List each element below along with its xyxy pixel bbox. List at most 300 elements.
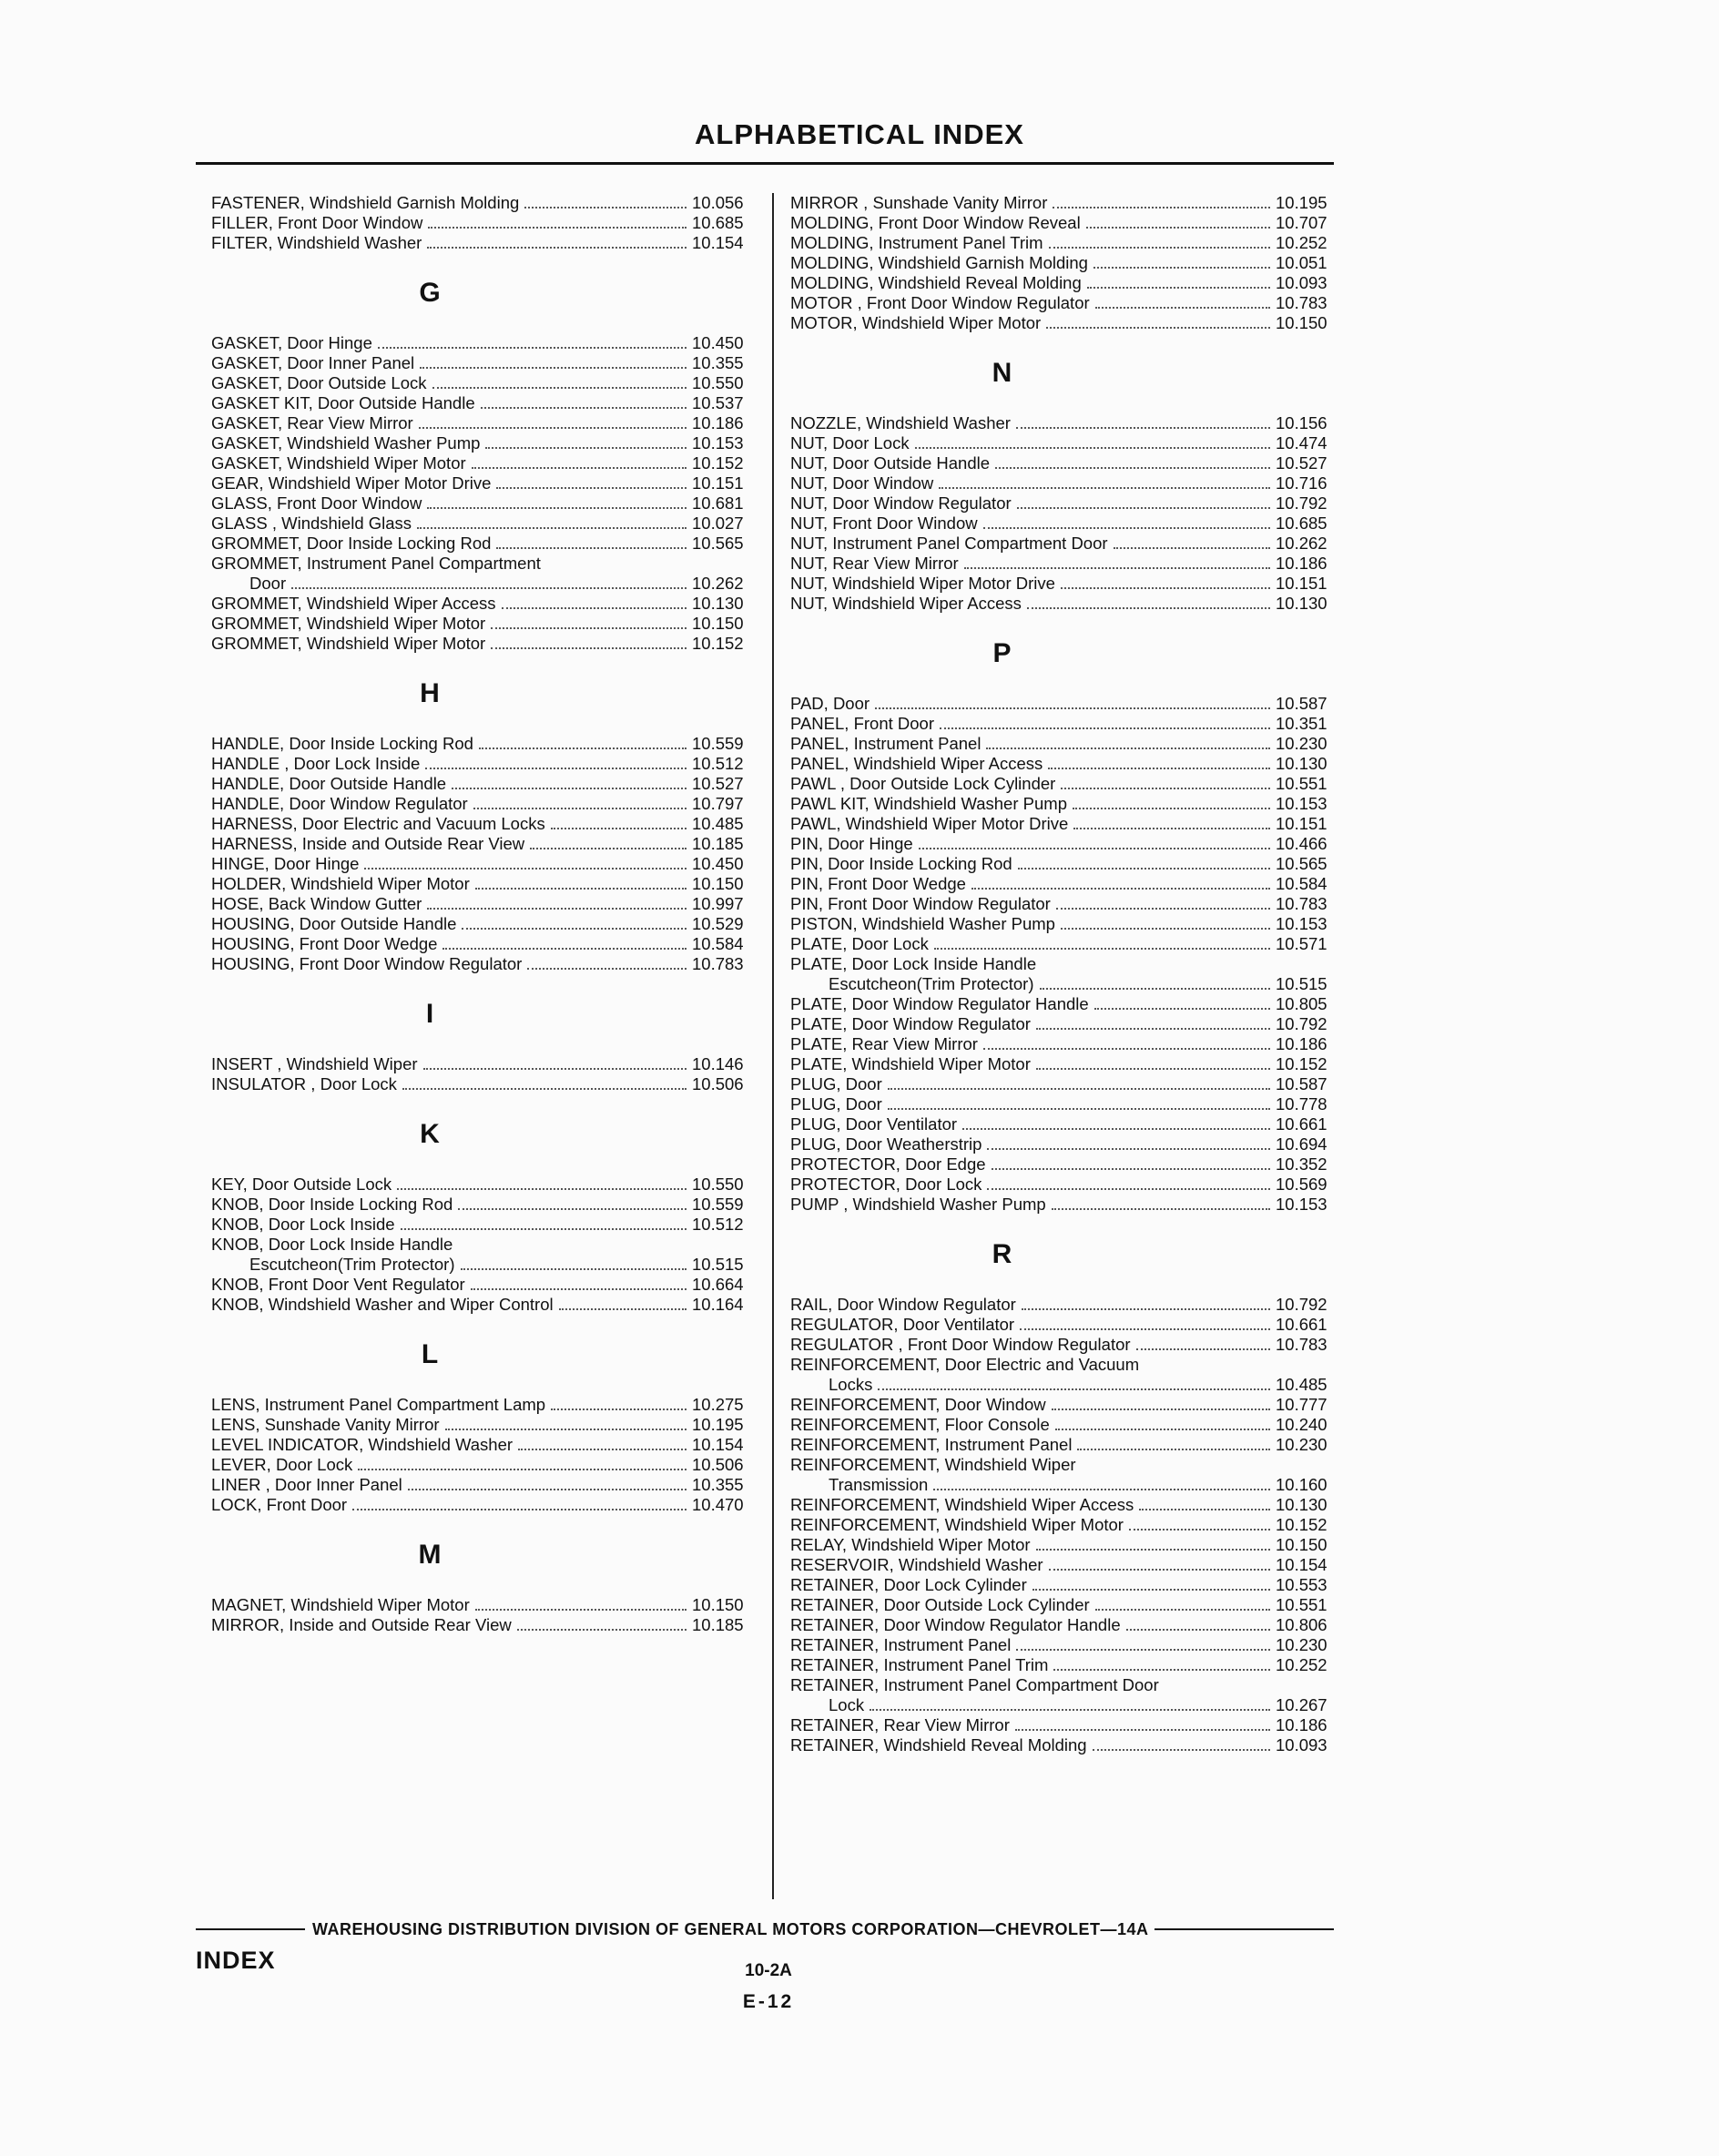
- dot-leader: [427, 247, 687, 249]
- entry-reference: 10.146: [692, 1054, 744, 1073]
- entry-term: PLATE, Door Window Regulator: [790, 1014, 1031, 1033]
- entry-reference: 10.792: [1276, 493, 1327, 513]
- index-entry: [211, 213, 758, 233]
- entry-reference: 10.551: [1276, 1595, 1327, 1614]
- entry-reference: 10.515: [692, 1255, 744, 1274]
- entry-reference: 10.681: [692, 493, 744, 513]
- dot-leader: [1052, 1409, 1270, 1410]
- index-entry: [790, 1415, 1341, 1435]
- entry-reference: 10.559: [692, 1195, 744, 1214]
- dot-leader: [291, 587, 687, 589]
- index-entry: [790, 774, 1341, 794]
- index-entry: [790, 473, 1341, 493]
- dot-leader: [1049, 1569, 1270, 1571]
- index-entry: [790, 1175, 1341, 1195]
- entry-term: PROTECTOR, Door Edge: [790, 1154, 986, 1174]
- entry-reference: 10.661: [1276, 1114, 1327, 1134]
- index-entry: [790, 1735, 1341, 1755]
- entry-term: RELAY, Windshield Wiper Motor: [790, 1535, 1031, 1554]
- dot-leader: [425, 768, 687, 769]
- dot-leader: [1056, 908, 1270, 910]
- entry-term: PLUG, Door: [790, 1074, 882, 1093]
- entry-reference: 10.151: [1276, 574, 1327, 593]
- dot-leader: [420, 367, 687, 369]
- index-entry: [790, 213, 1341, 233]
- entry-term: NUT, Door Lock: [790, 433, 910, 453]
- entry-reference: 10.569: [1276, 1175, 1327, 1194]
- index-entry: [790, 1615, 1341, 1635]
- index-entry: [790, 794, 1341, 814]
- dot-leader: [1095, 307, 1270, 309]
- entry-term: HOUSING, Front Door Wedge: [211, 934, 438, 953]
- dot-leader: [452, 788, 687, 789]
- entry-reference: 10.584: [1276, 874, 1327, 893]
- index-entry: [211, 1415, 758, 1435]
- dot-leader: [397, 1188, 687, 1190]
- entry-term: REINFORCEMENT, Windshield Wiper Motor: [790, 1515, 1124, 1534]
- dot-leader: [475, 888, 687, 890]
- entry-term: PROTECTOR, Door Lock: [790, 1175, 982, 1194]
- entry-term: MOLDING, Windshield Garnish Molding: [790, 253, 1088, 272]
- dot-leader: [461, 1268, 687, 1270]
- entry-term: MOTOR, Windshield Wiper Motor: [790, 313, 1042, 332]
- entry-reference: 10.550: [692, 1175, 744, 1194]
- entry-term: REINFORCEMENT, Door Window: [790, 1395, 1046, 1414]
- entry-reference: 10.778: [1276, 1094, 1327, 1114]
- dot-leader: [1114, 547, 1270, 549]
- footer-section-label: INDEX: [196, 1947, 276, 1974]
- dot-leader: [1020, 1328, 1270, 1330]
- index-entry: [790, 1435, 1341, 1455]
- index-entry: [790, 1555, 1341, 1575]
- index-entry: [790, 493, 1341, 514]
- dot-leader: [473, 808, 687, 809]
- index-entry: [790, 1655, 1341, 1675]
- entry-term: PLATE, Door Lock Inside Handle: [790, 954, 1037, 973]
- entry-reference: 10.716: [1276, 473, 1327, 493]
- entry-reference: 10.584: [692, 934, 744, 953]
- entry-term: NUT, Door Outside Handle: [790, 453, 991, 473]
- index-entry: [211, 393, 758, 413]
- entry-term: RETAINER, Instrument Panel Trim: [790, 1655, 1049, 1674]
- entry-reference: 10.997: [692, 894, 744, 913]
- entry-reference: 10.195: [692, 1415, 744, 1434]
- entry-term: Transmission: [829, 1475, 929, 1494]
- entry-reference: 10.685: [1276, 514, 1327, 533]
- entry-term: LEVEL INDICATOR, Windshield Washer: [211, 1435, 514, 1454]
- entry-term: PLATE, Windshield Wiper Motor: [790, 1054, 1031, 1073]
- entry-term: REGULATOR , Front Door Window Regulator: [790, 1335, 1131, 1354]
- index-entry: [211, 473, 758, 493]
- entry-reference: 10.797: [692, 794, 744, 813]
- entry-term: REINFORCEMENT, Instrument Panel: [790, 1435, 1073, 1454]
- index-entry: [790, 1014, 1341, 1034]
- dot-leader: [987, 1148, 1270, 1150]
- index-entry-continuation: [211, 574, 758, 594]
- index-entry: [790, 934, 1341, 954]
- dot-leader: [1032, 1589, 1270, 1591]
- entry-reference: 10.664: [692, 1275, 744, 1294]
- dot-leader: [1061, 788, 1270, 789]
- entry-reference: 10.512: [692, 1215, 744, 1234]
- index-entry: [211, 493, 758, 514]
- entry-reference: 10.185: [692, 834, 744, 853]
- index-entry: [790, 253, 1341, 273]
- index-entry: [211, 1054, 758, 1074]
- dot-leader: [939, 487, 1270, 489]
- index-entry: [790, 1295, 1341, 1315]
- index-entry: [790, 1395, 1341, 1415]
- footer-division-line: [196, 1918, 1334, 1940]
- entry-term: HINGE, Door Hinge: [211, 854, 360, 873]
- index-entry: [790, 534, 1341, 554]
- entry-reference: 10.783: [1276, 894, 1327, 913]
- dot-leader: [1018, 868, 1270, 870]
- dot-leader: [1095, 1609, 1270, 1611]
- index-entry: [790, 233, 1341, 253]
- dot-leader: [427, 507, 687, 509]
- entry-reference: 10.485: [692, 814, 744, 833]
- entry-term: INSERT , Windshield Wiper: [211, 1054, 418, 1073]
- entry-term: GASKET, Windshield Washer Pump: [211, 433, 481, 453]
- entry-reference: 10.051: [1276, 253, 1327, 272]
- entry-term: PANEL, Instrument Panel: [790, 734, 982, 753]
- entry-term: HANDLE, Door Outside Handle: [211, 774, 447, 793]
- section-letter: L: [421, 1339, 439, 1369]
- section-letter: K: [420, 1119, 440, 1149]
- dot-leader: [1129, 1529, 1270, 1531]
- index-entry: [211, 1175, 758, 1195]
- entry-term: MIRROR, Inside and Outside Rear View: [211, 1615, 512, 1634]
- dot-leader: [1077, 1449, 1270, 1450]
- entry-reference: 10.450: [692, 854, 744, 873]
- dot-leader: [472, 467, 687, 469]
- dot-leader: [987, 1188, 1270, 1190]
- index-entry: [790, 954, 1341, 974]
- index-column-right: [790, 193, 1341, 1755]
- dot-leader: [527, 968, 687, 970]
- index-entry: [211, 1455, 758, 1475]
- entry-reference: 10.777: [1276, 1395, 1327, 1414]
- entry-reference: 10.056: [692, 193, 744, 212]
- entry-reference: 10.151: [1276, 814, 1327, 833]
- entry-term: GROMMET, Door Inside Locking Rod: [211, 534, 492, 553]
- entry-reference: 10.154: [692, 233, 744, 252]
- entry-term: RAIL, Door Window Regulator: [790, 1295, 1016, 1314]
- entry-term: GASKET, Door Hinge: [211, 333, 372, 352]
- entry-reference: 10.470: [692, 1495, 744, 1514]
- entry-term: KNOB, Windshield Washer and Wiper Control: [211, 1295, 554, 1314]
- index-entry: [211, 814, 758, 834]
- entry-reference: 10.186: [1276, 1715, 1327, 1734]
- entry-term: KEY, Door Outside Lock: [211, 1175, 392, 1194]
- entry-reference: 10.550: [692, 373, 744, 392]
- entry-reference: 10.783: [692, 954, 744, 973]
- dot-leader: [983, 1048, 1270, 1050]
- entry-term: LEVER, Door Lock: [211, 1455, 353, 1474]
- entry-reference: 10.485: [1276, 1375, 1327, 1394]
- footer-page-number: 10-2A: [745, 1961, 792, 1980]
- entry-reference: 10.152: [1276, 1515, 1327, 1534]
- index-entry: [211, 514, 758, 534]
- entry-reference: 10.783: [1276, 293, 1327, 312]
- entry-term: PLUG, Door Weatherstrip: [790, 1134, 982, 1154]
- entry-term: HOUSING, Door Outside Handle: [211, 914, 457, 933]
- entry-term: PAWL KIT, Windshield Washer Pump: [790, 794, 1067, 813]
- dot-leader: [1016, 1649, 1270, 1651]
- entry-term: HOUSING, Front Door Window Regulator: [211, 954, 523, 973]
- index-entry: [211, 1475, 758, 1495]
- index-entry: [790, 914, 1341, 934]
- index-entry: [211, 774, 758, 794]
- dot-leader: [485, 447, 687, 449]
- index-entry: [211, 1295, 758, 1315]
- dot-leader: [1053, 1669, 1270, 1671]
- entry-reference: 10.195: [1276, 193, 1327, 212]
- dot-leader: [364, 868, 687, 870]
- entry-reference: 10.805: [1276, 994, 1327, 1013]
- dot-leader: [1016, 427, 1270, 429]
- entry-reference: 10.153: [1276, 794, 1327, 813]
- index-entry: [790, 1134, 1341, 1154]
- dot-leader: [1126, 1629, 1270, 1631]
- index-entry-continuation: [790, 974, 1341, 994]
- dot-leader: [462, 928, 687, 930]
- entry-term: MOLDING, Windshield Reveal Molding: [790, 273, 1082, 292]
- entry-term: Escutcheon(Trim Protector): [829, 974, 1034, 993]
- index-entry: [790, 1054, 1341, 1074]
- index-entry: [790, 1495, 1341, 1515]
- index-entry: [790, 1094, 1341, 1114]
- entry-reference: 10.587: [1276, 1074, 1327, 1093]
- dot-leader: [995, 467, 1270, 469]
- index-entry: [211, 1595, 758, 1615]
- dot-leader: [428, 227, 687, 229]
- index-entry-continuation: [211, 1255, 758, 1275]
- index-entry-continuation: [790, 1475, 1341, 1495]
- entry-term: Locks: [829, 1375, 873, 1394]
- dot-leader: [1017, 507, 1270, 509]
- footer-rule-left: [196, 1928, 305, 1930]
- entry-reference: 10.559: [692, 734, 744, 753]
- entry-term: RESERVOIR, Windshield Washer: [790, 1555, 1043, 1574]
- dot-leader: [458, 1208, 687, 1210]
- entry-reference: 10.537: [692, 393, 744, 412]
- entry-term: PISTON, Windshield Washer Pump: [790, 914, 1055, 933]
- entry-term: MOLDING, Instrument Panel Trim: [790, 233, 1043, 252]
- entry-term: Escutcheon(Trim Protector): [249, 1255, 455, 1274]
- index-entry: [790, 994, 1341, 1014]
- dot-leader: [1061, 587, 1270, 589]
- index-entry: [790, 293, 1341, 313]
- dot-leader: [878, 1388, 1270, 1390]
- dot-leader: [1040, 988, 1271, 990]
- index-entry: [790, 814, 1341, 834]
- entry-reference: 10.153: [692, 433, 744, 453]
- entry-term: REINFORCEMENT, Windshield Wiper Access: [790, 1495, 1134, 1514]
- entry-reference: 10.694: [1276, 1134, 1327, 1154]
- entry-term: REGULATOR, Door Ventilator: [790, 1315, 1015, 1334]
- entry-term: GLASS , Windshield Glass: [211, 514, 412, 533]
- dot-leader: [442, 948, 687, 950]
- index-entry: [211, 534, 758, 554]
- dot-leader: [888, 1088, 1270, 1090]
- entry-reference: 10.152: [692, 634, 744, 653]
- entry-term: INSULATOR , Door Lock: [211, 1074, 397, 1093]
- index-entry: [211, 1395, 758, 1415]
- section-letter: R: [992, 1239, 1012, 1269]
- dot-leader: [496, 547, 687, 549]
- entry-reference: 10.230: [1276, 1635, 1327, 1654]
- entry-term: RETAINER, Windshield Reveal Molding: [790, 1735, 1087, 1754]
- entry-term: HARNESS, Inside and Outside Rear View: [211, 834, 525, 853]
- dot-leader: [502, 607, 687, 609]
- entry-reference: 10.130: [1276, 1495, 1327, 1514]
- entry-term: GROMMET, Instrument Panel Compartment: [211, 554, 541, 573]
- dot-leader: [1094, 1008, 1270, 1010]
- entry-term: NUT, Door Window: [790, 473, 934, 493]
- entry-reference: 10.351: [1276, 714, 1327, 733]
- dot-leader: [551, 1409, 687, 1410]
- index-entry: [211, 634, 758, 654]
- footer-division-text: WAREHOUSING DISTRIBUTION DIVISION OF GENERAL MOTORS CORPORATION—CHEVROLET—14A: [312, 1919, 1149, 1938]
- dot-leader: [481, 407, 687, 409]
- entry-term: PIN, Door Hinge: [790, 834, 913, 853]
- index-entry: [790, 413, 1341, 433]
- entry-reference: 10.262: [692, 574, 744, 593]
- entry-reference: 10.164: [692, 1295, 744, 1314]
- index-entry: [790, 854, 1341, 874]
- index-entry: [211, 453, 758, 473]
- entry-term: PAD, Door: [790, 694, 870, 713]
- dot-leader: [1048, 768, 1270, 769]
- index-entry: [790, 1715, 1341, 1735]
- index-entry: [211, 554, 758, 574]
- index-entry: [790, 433, 1341, 453]
- dot-leader: [1046, 327, 1270, 329]
- entry-term: GEAR, Windshield Wiper Motor Drive: [211, 473, 492, 493]
- entry-term: HANDLE, Door Inside Locking Rod: [211, 734, 473, 753]
- entry-reference: 10.151: [692, 473, 744, 493]
- entry-term: NUT, Front Door Window: [790, 514, 978, 533]
- entry-term: PIN, Front Door Window Regulator: [790, 894, 1051, 913]
- dot-leader: [358, 1469, 687, 1470]
- index-entry: [211, 754, 758, 774]
- dot-leader: [1073, 808, 1270, 809]
- index-entry: [211, 233, 758, 253]
- dot-leader: [1036, 1068, 1270, 1070]
- section-letter: I: [425, 999, 434, 1029]
- dot-leader: [1139, 1509, 1270, 1510]
- index-entry: [211, 934, 758, 954]
- entry-reference: 10.154: [692, 1435, 744, 1454]
- index-entry: [790, 1315, 1341, 1335]
- entry-reference: 10.093: [1276, 1735, 1327, 1754]
- dot-leader: [1022, 1308, 1270, 1310]
- dot-leader: [479, 747, 687, 749]
- section-letter: G: [419, 278, 441, 308]
- entry-reference: 10.792: [1276, 1014, 1327, 1033]
- entry-reference: 10.150: [1276, 313, 1327, 332]
- entry-reference: 10.512: [692, 754, 744, 773]
- entry-reference: 10.154: [1276, 1555, 1327, 1574]
- entry-term: PLATE, Door Lock: [790, 934, 929, 953]
- dot-leader: [971, 888, 1270, 890]
- dot-leader: [964, 567, 1270, 569]
- dot-leader: [524, 207, 687, 208]
- dot-leader: [1027, 607, 1270, 609]
- dot-leader: [1036, 1028, 1270, 1030]
- footer-page-code: E-12: [742, 1991, 795, 2012]
- dot-leader: [1093, 267, 1270, 269]
- dot-leader: [352, 1509, 687, 1510]
- index-entry: [790, 1595, 1341, 1615]
- dot-leader: [1061, 928, 1270, 930]
- entry-reference: 10.565: [692, 534, 744, 553]
- entry-term: LOCK, Front Door: [211, 1495, 348, 1514]
- entry-term: GASKET, Rear View Mirror: [211, 413, 413, 432]
- dot-leader: [1053, 207, 1270, 208]
- entry-reference: 10.275: [692, 1395, 744, 1414]
- dot-leader: [1049, 247, 1270, 249]
- index-entry: [211, 1195, 758, 1215]
- dot-leader: [1087, 287, 1270, 289]
- entry-term: MAGNET, Windshield Wiper Motor: [211, 1595, 470, 1614]
- index-entry: [790, 1355, 1341, 1375]
- index-entry: [790, 1335, 1341, 1355]
- entry-reference: 10.153: [1276, 914, 1327, 933]
- index-entry: [790, 1154, 1341, 1175]
- index-entry: [211, 1615, 758, 1635]
- entry-reference: 10.150: [692, 614, 744, 633]
- entry-reference: 10.506: [692, 1455, 744, 1474]
- index-entry: [790, 874, 1341, 894]
- entry-term: KNOB, Door Lock Inside Handle: [211, 1235, 453, 1254]
- entry-reference: 10.262: [1276, 534, 1327, 553]
- entry-reference: 10.186: [1276, 1034, 1327, 1053]
- entry-reference: 10.252: [1276, 233, 1327, 252]
- title-rule: [196, 162, 1334, 165]
- entry-reference: 10.152: [692, 453, 744, 473]
- entry-reference: 10.150: [692, 1595, 744, 1614]
- entry-term: GASKET, Door Outside Lock: [211, 373, 427, 392]
- entry-term: PLUG, Door Ventilator: [790, 1114, 958, 1134]
- entry-reference: 10.474: [1276, 433, 1327, 453]
- index-entry: [790, 1114, 1341, 1134]
- entry-reference: 10.355: [692, 353, 744, 372]
- index-entry: [211, 874, 758, 894]
- index-entry: [790, 1635, 1341, 1655]
- dot-leader: [919, 848, 1270, 849]
- dot-leader: [530, 848, 687, 849]
- dot-leader: [427, 908, 687, 910]
- entry-term: PAWL, Windshield Wiper Motor Drive: [790, 814, 1069, 833]
- entry-reference: 10.130: [692, 594, 744, 613]
- entry-term: RETAINER, Instrument Panel Compartment Door: [790, 1675, 1159, 1694]
- entry-reference: 10.152: [1276, 1054, 1327, 1073]
- dot-leader: [491, 647, 687, 649]
- index-entry: [790, 1195, 1341, 1215]
- entry-term: RETAINER, Rear View Mirror: [790, 1715, 1010, 1734]
- entry-reference: 10.027: [692, 514, 744, 533]
- index-entry: [211, 854, 758, 874]
- index-entry: [790, 1575, 1341, 1595]
- dot-leader: [933, 1489, 1270, 1490]
- dot-leader: [915, 447, 1270, 449]
- index-entry: [790, 594, 1341, 614]
- index-entry: [790, 273, 1341, 293]
- dot-leader: [423, 1068, 687, 1070]
